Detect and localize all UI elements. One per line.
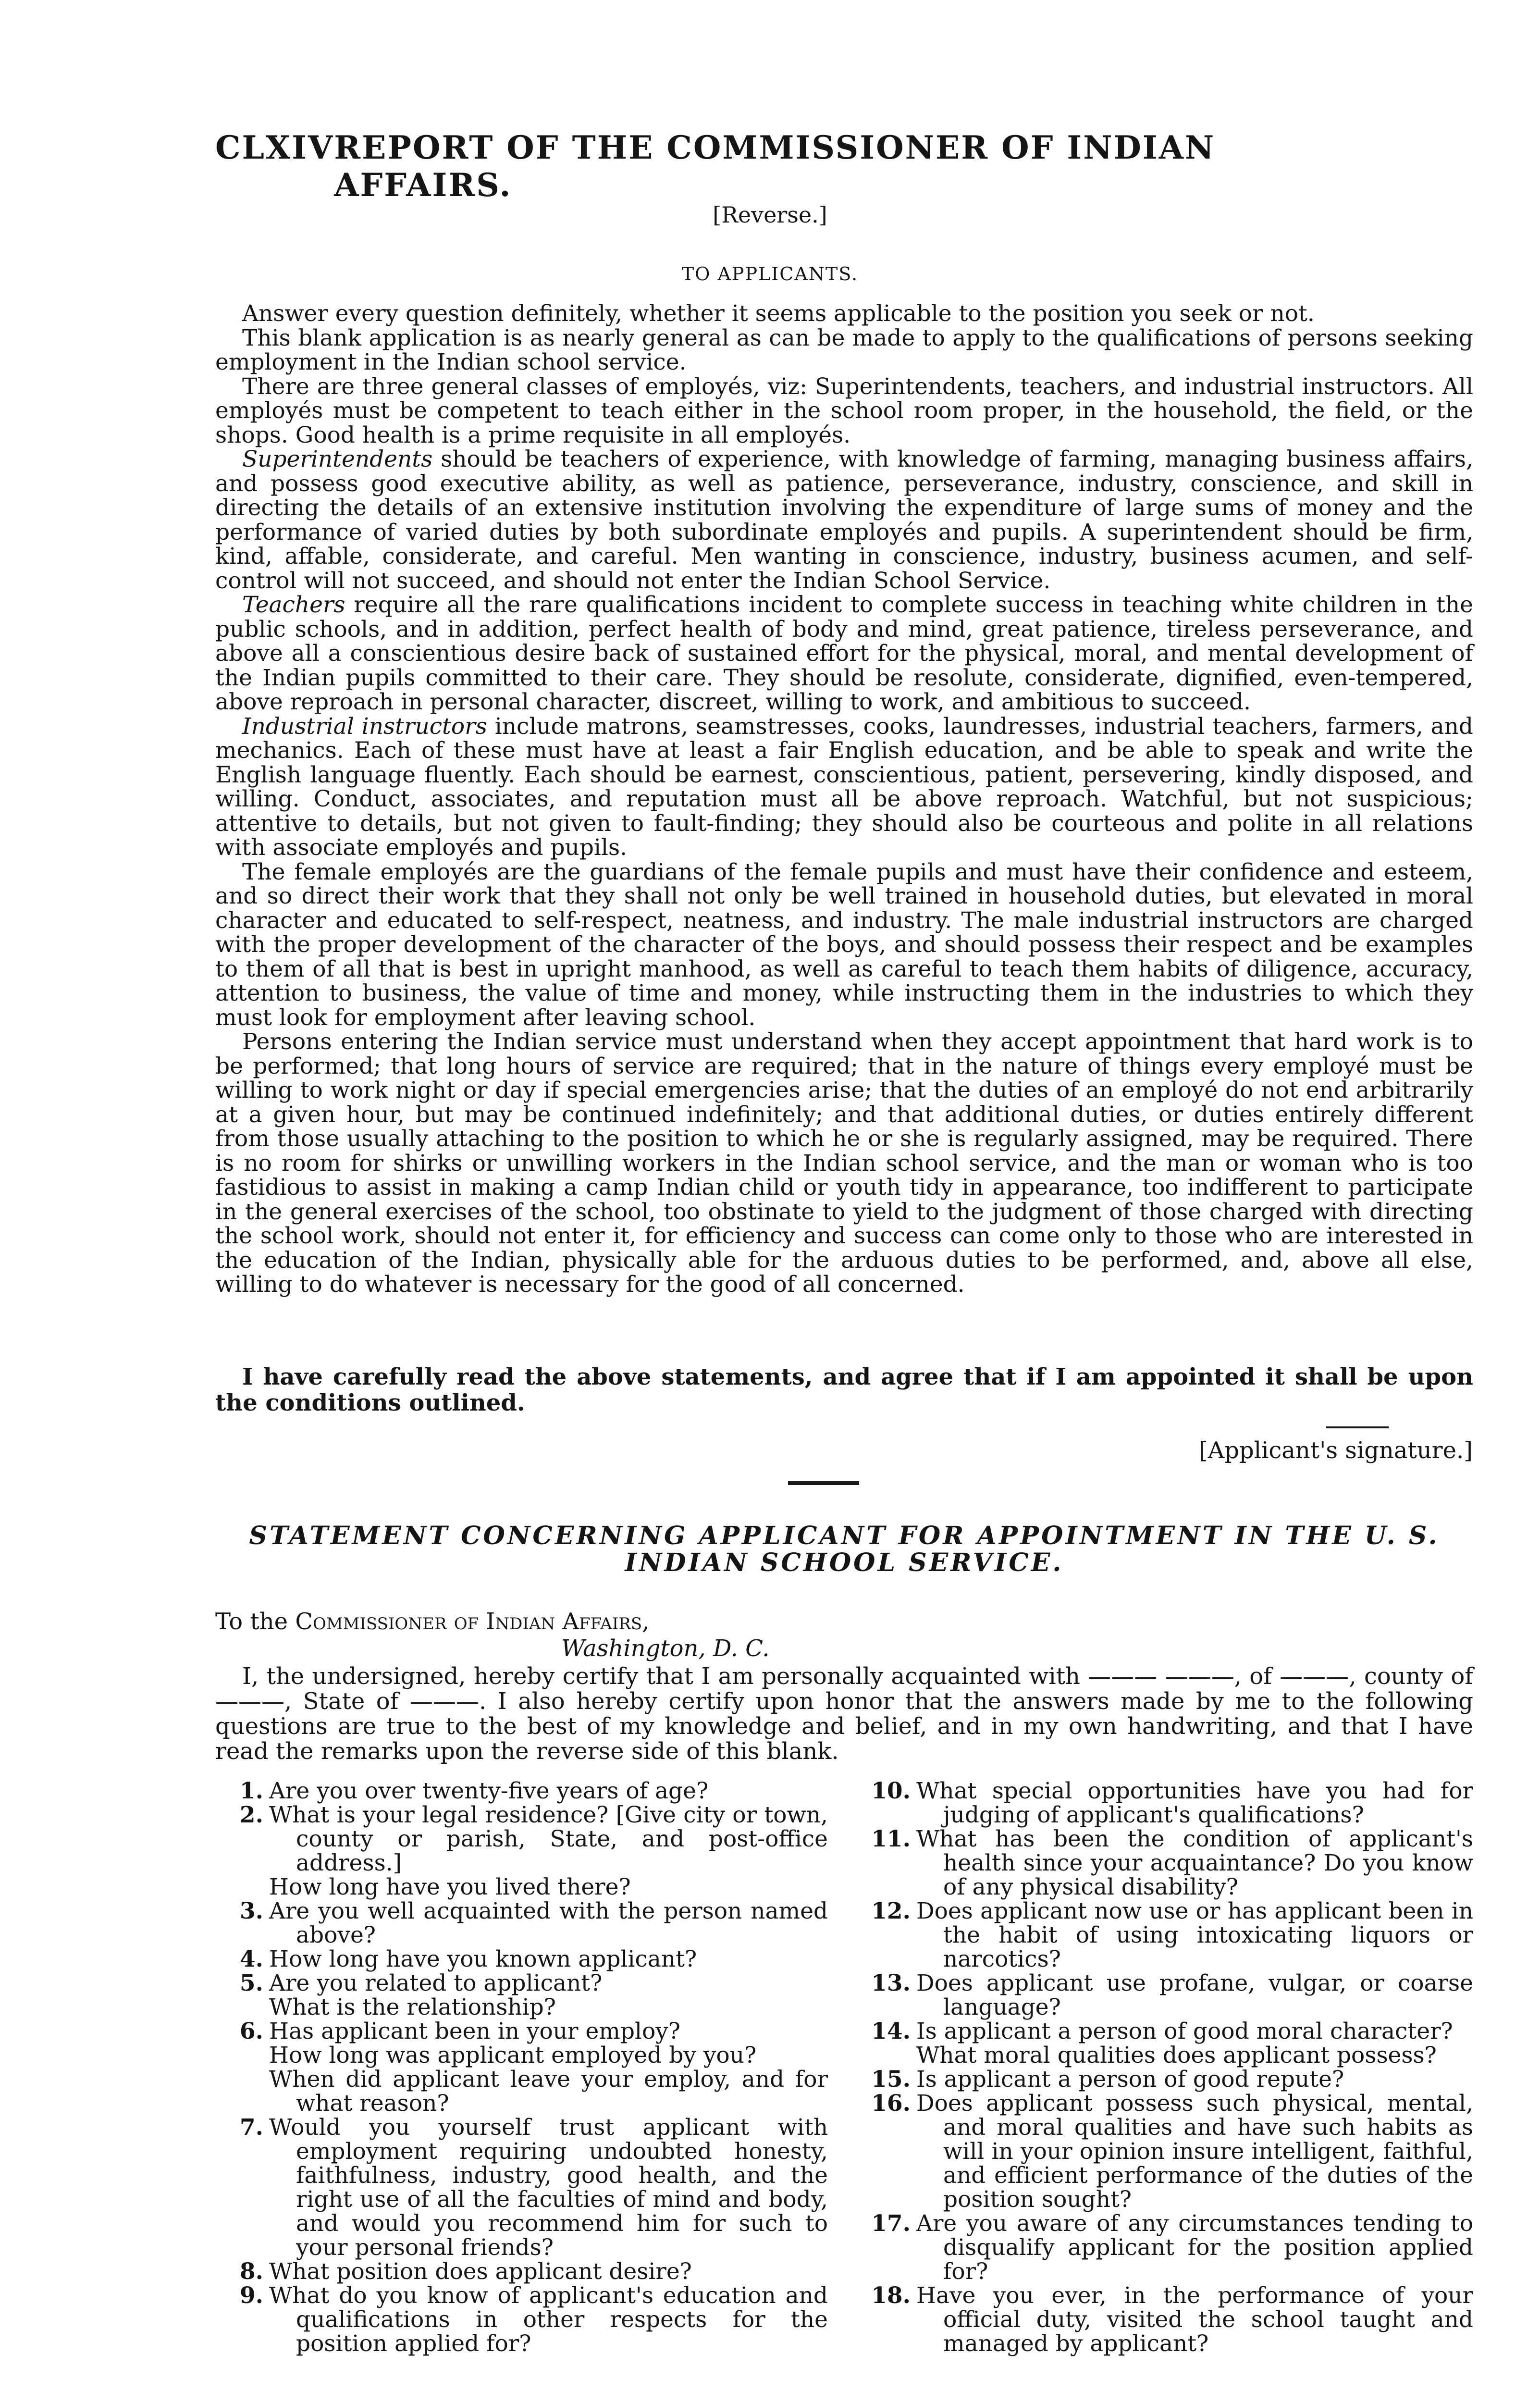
question-text: What special opportunities have you had for judging of applicant's qualifications? <box>916 1778 1473 1828</box>
question-text: Have you ever, in the performance of your official duty, visited the school taught and managed by applicant? <box>916 2282 1473 2357</box>
question-number: 2. <box>239 1802 263 1828</box>
question-item <box>862 1899 1473 1971</box>
question-item <box>862 2019 1473 2068</box>
question-subtext: What moral qualities does applicant possess? <box>916 2042 1437 2069</box>
page-header <box>215 129 1392 204</box>
question-number: 14. <box>871 2018 911 2044</box>
question-text: Is applicant a person of good moral character? <box>916 2018 1453 2044</box>
instruction-paragraph: This blank application is as nearly general as can be made to apply to the qualifications of persons seeking employment in the Indian school service. <box>215 324 1473 375</box>
question-subtext: When did applicant leave your employ, and for what reason? <box>269 2066 828 2117</box>
section-heading-to-applicants: TO APPLICANTS. <box>681 263 859 285</box>
question-text: Has applicant been in your employ? <box>269 2018 681 2044</box>
question-item <box>215 1971 828 2019</box>
instructions-block <box>215 302 1473 1297</box>
question-subtext: What is the relationship? <box>269 1994 556 2020</box>
question-item <box>862 1827 1473 1899</box>
question-number: 8. <box>239 2258 263 2285</box>
instruction-paragraph: Superintendents should be teachers of experience, with knowledge of farming, managing business affairs, and possess good executive ability, as well as patience, perseverance, industry, conscience, and skill in directing the details of an extensive institution involving the expenditure of large sums of money and the performance of varied duties by both subordinate employés and pupils. A superintendent should be firm, kind, affable, considerate, and careful. Men wanting in conscience, industry, business acumen, and self-control will not succeed, and should not enter the Indian School Service. <box>215 446 1473 594</box>
question-item <box>215 1947 828 1971</box>
questions-right-column <box>862 1779 1473 2356</box>
question-number: 5. <box>239 1970 263 1996</box>
question-item <box>215 2260 828 2284</box>
question-text: What do you know of applicant's education and qualifications in other respects for the position applied for? <box>269 2282 828 2357</box>
question-text: Are you over twenty-five years of age? <box>269 1778 709 1804</box>
page-title: REPORT OF THE COMMISSIONER OF INDIAN AFFAIRS. <box>334 129 1216 204</box>
signature-line[interactable] <box>1326 1426 1389 1428</box>
question-subtext: How long was applicant employed by you? <box>269 2042 757 2069</box>
question-item <box>862 1779 1473 1827</box>
instruction-paragraph: Industrial instructors include matrons, seamstresses, cooks, laundresses, industrial teachers, farmers, and mechanics. Each of these must have at least a fair English education, and be able to speak and write the English language fluently. Each should be earnest, conscientious, patient, persevering, kindly disposed, and willing. Conduct, associates, and reputation must all be above reproach. Watchful, but not suspicious; attentive to details, but not given to fault-finding; they should also be courteous and polite in all relations with associate employés and pupils. <box>215 713 1473 861</box>
question-item <box>862 2212 1473 2284</box>
signature-label: [Applicant's signature.] <box>1198 1437 1473 1464</box>
question-item <box>862 2092 1473 2212</box>
question-text: Does applicant use profane, vulgar, or coarse language? <box>916 1970 1473 2020</box>
question-number: 12. <box>871 1898 911 1924</box>
instruction-paragraph: Persons entering the Indian service must understand when they accept appointment that hard work is to be performed; that long hours of service are required; that in the nature of things every employé must be willing to work night or day if special emergencies arise; that the duties of an employé do not end arbitrarily at a given hour, but may be continued indefinitely; and that additional duties, or duties entirely different from those usually attaching to the position to which he or she is regularly assigned, may be required. There is no room for shirks or unwilling workers in the Indian school service, and the man or woman who is too fastidious to assist in making a camp Indian child or youth tidy in appearance, too indifferent to participate in the general exercises of the school, too obstinate to yield to the judgment of those charged with directing the school work, should not enter it, for efficiency and success can come only to those who are interested in the education of the Indian, physically able for the arduous duties to be performed, and, above all else, willing to do whatever is necessary for the good of all concerned. <box>215 1028 1473 1298</box>
question-text: Does applicant now use or has applicant been in the habit of using intoxicating liquors or narcotics? <box>916 1898 1473 1972</box>
addressee-block: To the Commissioner of Indian Affairs, Washington, D. C. <box>215 1608 770 1662</box>
question-item <box>862 1971 1473 2019</box>
question-number: 10. <box>871 1778 911 1804</box>
question-text: What position does applicant desire? <box>269 2258 692 2285</box>
agreement-statement: I have carefully read the above statements, and agree that if I am appointed it shall be upon the conditions outlined. <box>215 1363 1473 1416</box>
question-number: 4. <box>239 1946 263 1972</box>
instruction-paragraph: Teachers require all the rare qualifications incident to complete success in teaching white children in the public schools, and in addition, perfect health of body and mind, great patience, tireless perseverance, and above all a conscientious desire back of sustained effort for the physical, moral, and mental development of the Indian pupils committed to their care. They should be resolute, considerate, dignified, even-tempered, above reproach in personal character, discreet, willing to work, and ambitious to succeed. <box>215 592 1473 715</box>
certification-paragraph: I, the undersigned, hereby certify that I am personally acquainted with ——— ———, of ———, county of ———, State of ———. I also hereby certify upon honor that the answers made by me to the following questions are true to the best of my knowledge and belief, and in my own handwriting, and that I have read the remarks upon the reverse side of this blank. <box>215 1663 1473 1765</box>
question-number: 15. <box>871 2066 911 2093</box>
question-text: Does applicant possess such physical, mental, and moral qualities and have such habits as will in your opinion insure intelligent, faithful, and efficient performance of the duties of the position sought? <box>916 2090 1473 2213</box>
instruction-paragraph: There are three general classes of employés, viz: Superintendents, teachers, and industrial instructors. All employés must be competent to teach either in the school room proper, in the household, the field, or the shops. Good health is a prime requisite in all employés. <box>215 373 1473 448</box>
question-item <box>862 2284 1473 2356</box>
reverse-label: [Reverse.] <box>713 202 827 228</box>
questions-left-column <box>215 1779 828 2356</box>
question-text: Is applicant a person of good repute? <box>916 2066 1344 2093</box>
question-subtext: How long have you lived there? <box>269 1874 631 1900</box>
question-item <box>215 1779 828 1803</box>
question-text: What has been the condition of applicant's health since your acquaintance? Do you know of any physical disability? <box>916 1826 1473 1900</box>
instruction-paragraph: The female employés are the guardians of the female pupils and must have their confidence and esteem, and so direct their work that they shall not only be well trained in household duties, but elevated in moral character and educated to self-respect, neatness, and industry. The male industrial instructors are charged with the proper development of the character of the boys, and should possess their respect and be examples to them of all that is best in upright manhood, as well as careful to teach them habits of diligence, accuracy, attention to business, the value of time and money, while instructing them in the industries to which they must look for employment after leaving school. <box>215 858 1473 1031</box>
section-divider <box>788 1481 859 1485</box>
question-text: Are you aware of any circumstances tending to disqualify applicant for the position applied for? <box>916 2210 1473 2285</box>
question-number: 3. <box>239 1898 263 1924</box>
question-text: Would you yourself trust applicant with employment requiring undoubted honesty, faithfulness, industry, good health, and the right use of all the faculties of mind and body, and would you recommend him for such to your personal friends? <box>269 2114 828 2261</box>
question-number: 7. <box>239 2114 263 2141</box>
question-item <box>862 2068 1473 2092</box>
question-number: 13. <box>871 1970 911 1996</box>
question-text: Are you related to applicant? <box>269 1970 603 1996</box>
question-number: 9. <box>239 2282 263 2309</box>
page-number: CLXIV <box>215 129 334 166</box>
question-number: 6. <box>239 2018 263 2044</box>
question-number: 1. <box>239 1778 263 1804</box>
instruction-paragraph: Answer every question definitely, whether it seems applicable to the position you seek or not. <box>242 300 1315 327</box>
question-item <box>215 1803 828 1899</box>
question-item <box>215 2284 828 2356</box>
question-text: What is your legal residence? [Give city or town, county or parish, State, and post-office address.] <box>269 1802 828 1876</box>
question-number: 16. <box>871 2090 911 2117</box>
recipient: Commissioner of Indian Affairs, <box>295 1608 650 1635</box>
statement-title: STATEMENT CONCERNING APPLICANT FOR APPOINTMENT IN THE U. S. INDIAN SCHOOL SERVICE. <box>249 1521 1440 1577</box>
question-number: 11. <box>871 1826 911 1852</box>
question-item <box>215 1899 828 1947</box>
question-text: How long have you known applicant? <box>269 1946 697 1972</box>
question-number: 18. <box>871 2282 911 2309</box>
recipient-location: Washington, D. C. <box>561 1635 770 1662</box>
question-item <box>215 2019 828 2116</box>
question-item <box>215 2116 828 2260</box>
question-text: Are you well acquainted with the person named above? <box>269 1898 828 1948</box>
question-number: 17. <box>871 2210 911 2237</box>
